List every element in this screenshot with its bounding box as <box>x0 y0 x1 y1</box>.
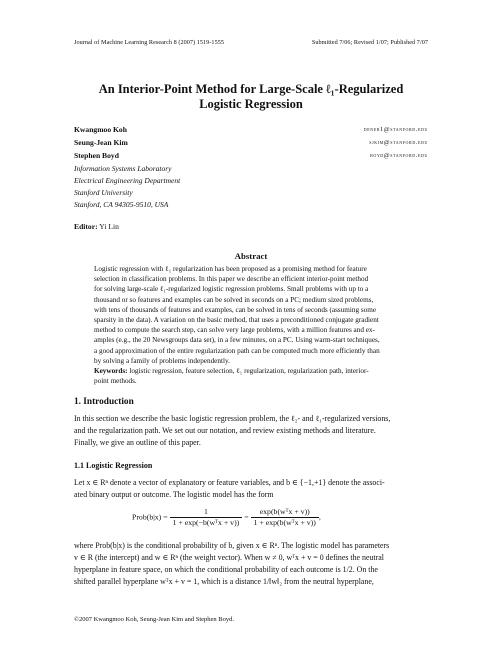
keywords-continuation: point methods. <box>94 377 137 386</box>
abstract-heading: Abstract <box>234 251 268 261</box>
subsection-body-continued <box>74 540 428 588</box>
editor-name: Yi Lin <box>99 222 119 231</box>
paragraph-line: where Prob(b|x) is the conditional probability of b, given x ∈ Rⁿ. The logistic model has parameters <box>74 541 390 550</box>
paragraph-line: In this section we describe the basic logistic regression problem, the ℓ₂- and ℓ₁-regularized versions, <box>74 414 391 423</box>
equation-end: , <box>318 512 321 522</box>
subsection-body <box>74 477 428 501</box>
editor-line <box>74 222 119 231</box>
abstract-line: selection in classification problems. In this paper we describe an efficient interior-point method <box>94 275 369 284</box>
keywords-text: logistic regression, feature selection, ℓ₁ regularization, regularization path, interior- <box>129 367 369 376</box>
abstract-line: Logistic regression with ℓ₁ regularization has been proposed as a promising method for feature <box>94 265 367 273</box>
keywords-line <box>94 366 410 376</box>
abstract-line: with tens of thousands of features and examples, can be solved in tens of seconds (assuming some <box>94 305 377 314</box>
abstract-line: sparsity in the data). A variation on the basic method, that uses a preconditioned conjugate gradient <box>94 316 379 325</box>
equation-fraction <box>251 507 319 528</box>
submission-dates: Submitted 7/06; Revised 1/07; Published 7/07 <box>311 39 428 46</box>
abstract-line: method to compute the search step, can solve very large problems, with a million features and ex- <box>94 326 375 335</box>
author-email: boyd@stanford.edu <box>370 152 428 159</box>
author-name: Seung-Jean Kim <box>74 138 128 147</box>
abstract-body <box>94 264 410 386</box>
abstract-line: thousand or so features and examples can be solved in seconds on a PC; medium sized problems, <box>94 295 374 304</box>
paper-title-line-2: Logistic Regression <box>199 97 303 111</box>
paragraph-line: v ∈ R (the intercept) and w ∈ Rⁿ (the weight vector). When w ≠ 0, wᵀx + v = 0 defines the neutral <box>74 553 384 562</box>
author-email: deneb1@stanford.edu <box>363 126 428 133</box>
author-name: Stephen Boyd <box>74 151 119 160</box>
logistic-model-equation <box>132 507 321 528</box>
affiliation-line: Information Systems Laboratory <box>74 164 172 173</box>
section-heading: 1. Introduction <box>74 397 134 407</box>
abstract-line: amples (e.g., the 20 Newsgroups data set), in a few minutes, on a PC. Using warm-start techniques, <box>94 336 380 345</box>
journal-header: Journal of Machine Learning Research 8 (2007) 1519-1555 <box>74 39 225 46</box>
paper-title-line-1: An Interior-Point Method for Large-Scale ℓ₁-Regularized <box>98 82 404 96</box>
paragraph-line: ated binary output or outcome. The logistic model has the form <box>74 490 274 499</box>
fraction-numerator: 1 <box>170 507 243 518</box>
abstract-line: by solving a family of problems independently. <box>94 356 230 365</box>
affiliation-line: Electrical Engineering Department <box>74 176 181 185</box>
subsection-heading: 1.1 Logistic Regression <box>74 461 153 470</box>
paragraph-line: shifted parallel hyperplane wᵀx + v = 1, which is a distance 1/‖w‖₂ from the neutral hyperplane, <box>74 577 374 586</box>
author-name: Kwangmoo Koh <box>74 125 127 134</box>
abstract-line: a good approximation of the entire regularization path can be computed much more efficiently than <box>94 346 380 355</box>
fraction-denominator: 1 + exp(−b(wᵀx + v)) <box>172 518 240 527</box>
author-email: sjkim@stanford.edu <box>369 139 428 146</box>
keywords-label: Keywords: <box>94 367 128 376</box>
equation-lhs: Prob(b|x) = <box>132 512 168 522</box>
affiliation-line: Stanford, CA 94305-9510, USA <box>74 200 169 209</box>
section-body <box>74 413 428 449</box>
fraction-numerator: exp(b(wᵀx + v)) <box>251 507 319 518</box>
abstract-line: for solving large-scale ℓ₁-regularized logistic regression problems. Small problems with up to a <box>94 285 369 294</box>
paragraph-line: hyperplane in feature space, on which the conditional probability of each outcome is 1/2. On the <box>74 565 378 574</box>
equation-fraction <box>170 507 243 528</box>
equation-equals: = <box>244 512 249 522</box>
affiliation-line: Stanford University <box>74 188 133 197</box>
paragraph-line: Let x ∈ Rⁿ denote a vector of explanatory or feature variables, and b ∈ {−1,+1} denote the associ- <box>74 478 385 487</box>
paragraph-line: and the regularization path. We set out our notation, and review existing methods and literature. <box>74 426 376 435</box>
editor-label: Editor: <box>74 222 98 231</box>
fraction-denominator: 1 + exp(b(wᵀx + v)) <box>253 518 316 527</box>
paragraph-line: Finally, we give an outline of this paper. <box>74 438 201 447</box>
copyright-footer: ©2007 Kwangmoo Koh, Seung-Jean Kim and Stephen Boyd. <box>74 616 235 623</box>
